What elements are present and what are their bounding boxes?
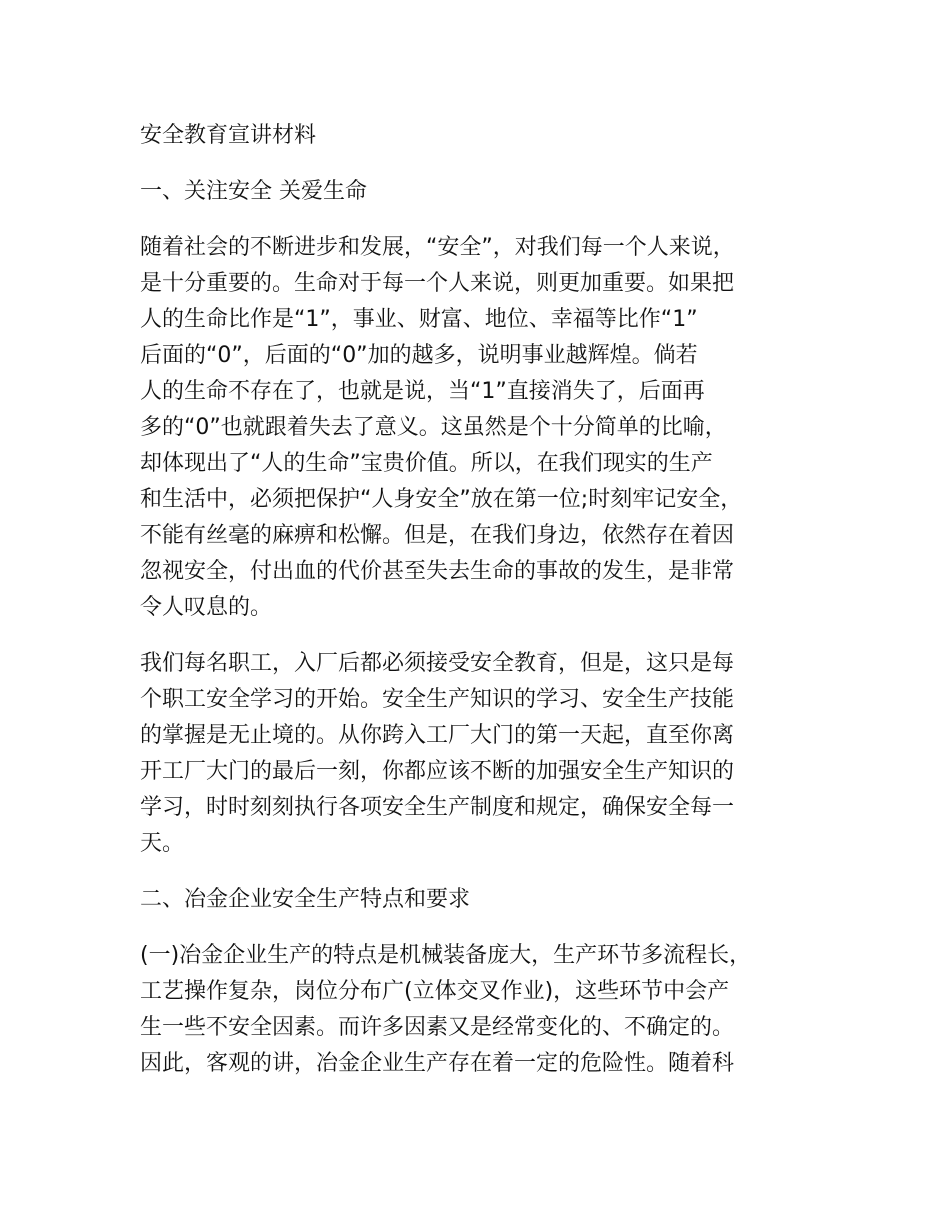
paragraph-line: 令人叹息的。	[140, 595, 273, 620]
paragraph-2	[140, 646, 830, 862]
paragraph-line: 生一些不安全因素。而许多因素又是经常变化的、不确定的。	[140, 1015, 735, 1040]
paragraph-line: 忽视安全，付出血的代价甚至失去生命的事故的发生，是非常	[140, 559, 735, 584]
paragraph-line: 工艺操作复杂，岗位分布广(立体交叉作业)，这些环节中会产	[140, 979, 730, 1004]
paragraph-line: 后面的“0”，后面的“0”加的越多，说明事业越辉煌。倘若	[140, 343, 698, 368]
paragraph-line: 我们每名职工，入厂后都必须接受安全教育，但是，这只是每	[140, 651, 735, 676]
document-title: 安全教育宣讲材料	[140, 123, 317, 148]
paragraph-line: 人的生命不存在了，也就是说，当“1”直接消失了，后面再	[140, 379, 705, 404]
paragraph-1	[140, 230, 830, 626]
paragraph-line: 人的生命比作是“1”，事业、财富、地位、幸福等比作“1”	[140, 307, 698, 332]
paragraph-3	[140, 938, 830, 1082]
section-2-heading: 二、冶金企业安全生产特点和要求	[140, 887, 471, 912]
paragraph-line: 学习，时时刻刻执行各项安全生产制度和规定，确保安全每一	[140, 795, 735, 820]
document-page	[140, 118, 830, 1102]
paragraph-line: 不能有丝毫的麻痹和松懈。但是，在我们身边，依然存在着因	[140, 523, 735, 548]
section-1-heading: 一、关注安全 关爱生命	[140, 179, 367, 204]
paragraph-line: 开工厂大门的最后一刻，你都应该不断的加强安全生产知识的	[140, 759, 735, 784]
paragraph-line: 却体现出了“人的生命”宝贵价值。所以，在我们现实的生产	[140, 451, 713, 476]
paragraph-line: 是十分重要的。生命对于每一个人来说，则更加重要。如果把	[140, 271, 735, 296]
paragraph-line: 天。	[140, 831, 185, 856]
paragraph-line: 随着社会的不断进步和发展，“安全”，对我们每一个人来说，	[140, 235, 735, 260]
paragraph-line: (一)冶金企业生产的特点是机械装备庞大，生产环节多流程长，	[140, 943, 752, 968]
paragraph-line: 的掌握是无止境的。从你跨入工厂大门的第一天起，直至你离	[140, 723, 735, 748]
paragraph-line: 和生活中，必须把保护“人身安全”放在第一位;时刻牢记安全，	[140, 487, 743, 512]
paragraph-line: 因此，客观的讲，冶金企业生产存在着一定的危险性。随着科	[140, 1051, 735, 1076]
paragraph-line: 个职工安全学习的开始。安全生产知识的学习、安全生产技能	[140, 687, 735, 712]
paragraph-line: 多的“0”也就跟着失去了意义。这虽然是个十分简单的比喻，	[140, 415, 727, 440]
